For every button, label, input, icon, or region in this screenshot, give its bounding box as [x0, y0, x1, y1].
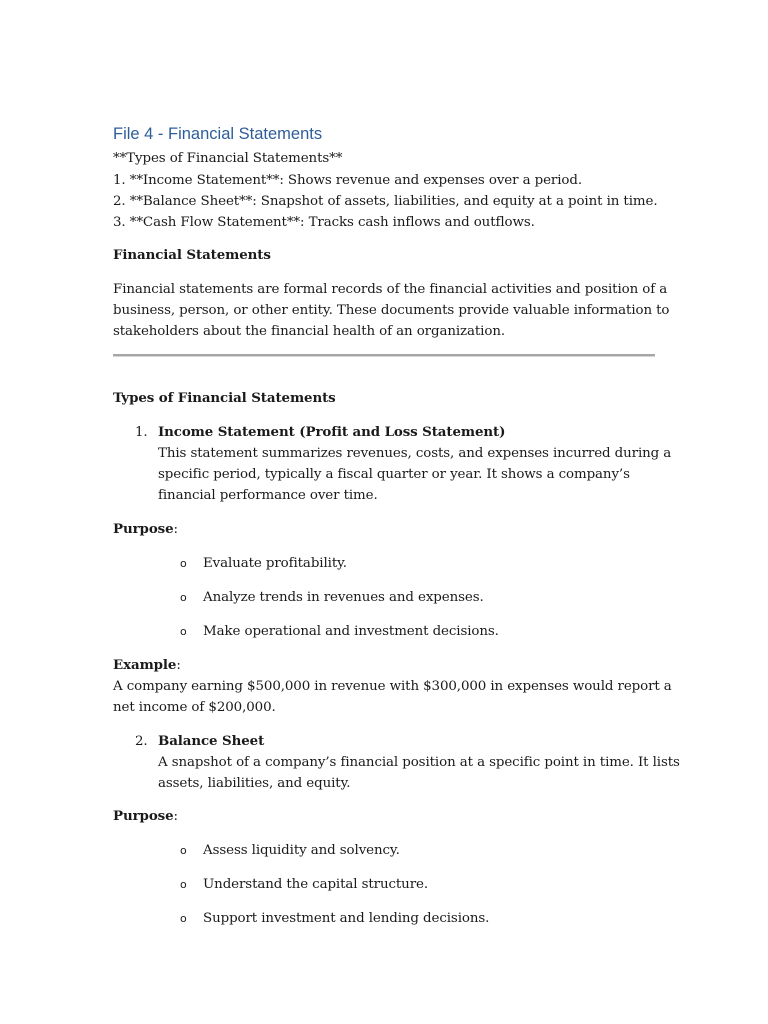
- item-description-line: financial performance over time.: [158, 488, 378, 503]
- bullet-icon: o: [180, 591, 187, 604]
- md-line: **Types of Financial Statements**: [113, 151, 343, 166]
- item-description-line: assets, liabilities, and equity.: [158, 776, 351, 791]
- md-line: 2. **Balance Sheet**: Snapshot of assets, liabilities, and equity at a point in time.: [113, 194, 658, 209]
- bullet-icon: o: [180, 557, 187, 570]
- item-heading: Balance Sheet: [158, 733, 265, 749]
- example-line: net income of $200,000.: [113, 700, 276, 715]
- example-line: A company earning $500,000 in revenue with $300,000 in expenses would report a: [113, 679, 672, 694]
- document-title: File 4 - Financial Statements: [113, 125, 323, 143]
- purpose-label: Purpose:: [113, 808, 178, 824]
- example-label: Example:: [113, 657, 181, 673]
- section-heading: Financial Statements: [113, 247, 271, 263]
- item-description-line: specific period, typically a fiscal quarter or year. It shows a company’s: [158, 467, 630, 482]
- purpose-item: Support investment and lending decisions.: [203, 911, 490, 926]
- md-line: 3. **Cash Flow Statement**: Tracks cash inflows and outflows.: [113, 215, 535, 230]
- intro-line: stakeholders about the financial health of an organization.: [113, 324, 505, 339]
- purpose-item: Evaluate profitability.: [203, 556, 347, 571]
- item-description-line: This statement summarizes revenues, costs, and expenses incurred during a: [158, 446, 672, 461]
- purpose-item: Analyze trends in revenues and expenses.: [203, 590, 484, 605]
- bullet-icon: o: [180, 912, 187, 925]
- purpose-item: Assess liquidity and solvency.: [203, 843, 400, 858]
- md-line: 1. **Income Statement**: Shows revenue and expenses over a period.: [113, 173, 582, 188]
- purpose-label: Purpose:: [113, 521, 178, 537]
- purpose-item: Understand the capital structure.: [203, 877, 428, 892]
- list-number: 1.: [135, 425, 148, 440]
- intro-line: business, person, or other entity. These documents provide valuable information to: [113, 303, 670, 318]
- bullet-icon: o: [180, 878, 187, 891]
- types-heading: Types of Financial Statements: [113, 390, 336, 406]
- item-description-line: A snapshot of a company’s financial position at a specific point in time. It lists: [158, 755, 680, 770]
- bullet-icon: o: [180, 844, 187, 857]
- bullet-icon: o: [180, 625, 187, 638]
- item-heading: Income Statement (Profit and Loss Statement): [158, 424, 506, 440]
- purpose-item: Make operational and investment decisions.: [203, 624, 499, 639]
- horizontal-rule: [113, 354, 655, 357]
- intro-line: Financial statements are formal records of the financial activities and position of a: [113, 282, 668, 297]
- list-number: 2.: [135, 734, 148, 749]
